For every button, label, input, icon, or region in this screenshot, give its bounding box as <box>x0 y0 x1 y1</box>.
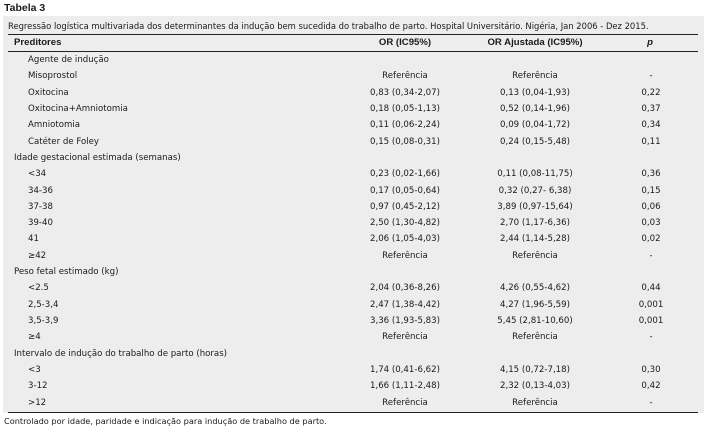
row-label: 41 <box>28 234 39 245</box>
row-or-adjusted-value: Referência <box>512 250 558 261</box>
row-label: 2,5-3,4 <box>28 299 59 310</box>
row-or-adjusted-value: 0,09 (0,04-1,72) <box>500 120 570 131</box>
row-label: 3,5-3,9 <box>28 316 59 326</box>
table-row <box>0 134 707 150</box>
row-label: <2.5 <box>28 283 49 294</box>
table-row <box>0 85 707 101</box>
row-or-adjusted-value: 4,26 (0,55-4,62) <box>500 283 570 294</box>
row-p-value: 0,001 <box>638 299 664 310</box>
header-predictors: Preditores <box>14 37 62 48</box>
row-p-value: - <box>649 332 653 343</box>
table-row <box>0 117 707 133</box>
table-row <box>0 313 707 329</box>
row-label: Misoprostol <box>28 71 78 82</box>
row-label: ≥4 <box>28 332 41 343</box>
row-p-value: 0,06 <box>641 201 661 212</box>
table-section-row <box>0 264 707 280</box>
row-label: Agente de indução <box>28 55 109 65</box>
table-row <box>0 199 707 215</box>
row-or-value: 0,23 (0,02-1,66) <box>370 169 440 180</box>
row-p-value: 0,30 <box>641 364 661 375</box>
row-p-value: 0,34 <box>641 120 661 131</box>
row-or-adjusted-value: Referência <box>512 397 558 408</box>
row-p-value: 0,22 <box>641 87 661 98</box>
row-label: >12 <box>28 397 47 408</box>
row-or-adjusted-value: 2,70 (1,17-6,36) <box>500 218 570 229</box>
row-or-value: Referência <box>382 71 428 82</box>
table-row <box>0 183 707 199</box>
row-p-value: 0,11 <box>641 136 661 147</box>
row-or-adjusted-value: 5,45 (2,81-10,60) <box>497 316 573 326</box>
row-or-adjusted-value: 3,89 (0,97-15,64) <box>497 201 573 212</box>
row-or-value: Referência <box>382 397 428 408</box>
table-section-row <box>0 150 707 166</box>
row-label: <3 <box>28 364 41 375</box>
row-label: Idade gestacional estimada (semanas) <box>14 152 181 163</box>
row-or-adjusted-value: 4,27 (1,96-5,59) <box>500 299 570 310</box>
table-row <box>0 68 707 84</box>
row-label: 39-40 <box>28 218 53 229</box>
table-footnote: Controlado por idade, paridade e indicação para indução de trabalho de parto. <box>4 416 327 426</box>
row-or-adjusted-value: 0,52 (0,14-1,96) <box>500 103 570 114</box>
row-or-value: 0,17 (0,05-0,64) <box>370 185 440 196</box>
row-or-value: 1,66 (1,11-2,48) <box>370 381 440 392</box>
row-or-value: 0,83 (0,34-2,07) <box>370 87 440 98</box>
row-label: Amniotomia <box>28 120 80 131</box>
row-or-adjusted-value: Referência <box>512 71 558 82</box>
table-label: Tabela 3 <box>4 2 46 14</box>
row-p-value: 0,36 <box>641 169 661 180</box>
table-row <box>0 215 707 231</box>
row-label: Peso fetal estimado (kg) <box>14 267 119 278</box>
row-or-adjusted-value: Referência <box>512 332 558 343</box>
row-or-value: 3,36 (1,93-5,83) <box>370 316 440 326</box>
table-section-row <box>0 346 707 362</box>
table-row <box>0 329 707 345</box>
header-or-adjusted: OR Ajustada (IC95%) <box>487 37 583 48</box>
row-label: ≥42 <box>28 250 47 261</box>
row-label: Oxitocina+Amniotomia <box>28 103 128 114</box>
row-or-value: 0,15 (0,08-0,31) <box>370 136 440 147</box>
row-or-adjusted-value: 0,13 (0,04-1,93) <box>500 87 570 98</box>
table-bottom-rule <box>8 412 698 413</box>
row-or-adjusted-value: 2,44 (1,14-5,28) <box>500 234 570 245</box>
row-or-value: Referência <box>382 250 428 261</box>
row-or-value: 2,47 (1,38-4,42) <box>370 299 440 310</box>
header-p: p <box>647 37 653 48</box>
row-or-value: 1,74 (0,41-6,62) <box>370 364 440 375</box>
row-or-value: 0,11 (0,06-2,24) <box>370 120 440 131</box>
table-row <box>0 280 707 296</box>
row-or-value: 2,50 (1,30-4,82) <box>370 218 440 229</box>
row-p-value: 0,15 <box>641 185 661 196</box>
row-label: Catéter de Foley <box>28 136 99 147</box>
table-row <box>0 395 707 411</box>
row-or-adjusted-value: 0,32 (0,27- 6,38) <box>498 185 572 196</box>
row-label: 34-36 <box>28 185 53 196</box>
row-label: <34 <box>28 169 47 180</box>
row-p-value: 0,37 <box>641 103 661 114</box>
row-label: Oxitocina <box>28 87 69 98</box>
table-row <box>0 378 707 394</box>
table-row <box>0 297 707 313</box>
header-or: OR (IC95%) <box>378 37 432 48</box>
row-p-value: - <box>649 397 653 408</box>
table-row <box>0 231 707 247</box>
table-row <box>0 52 707 68</box>
table-row <box>0 101 707 117</box>
row-p-value: 0,03 <box>641 218 661 229</box>
row-or-adjusted-value: 0,24 (0,15-5,48) <box>500 136 570 147</box>
row-label: 37-38 <box>28 201 53 212</box>
row-p-value: 0,44 <box>641 283 661 294</box>
row-or-value: 0,97 (0,45-2,12) <box>370 201 440 212</box>
row-or-value: 2,04 (0,36-8,26) <box>370 283 440 294</box>
row-p-value: - <box>649 71 653 82</box>
row-or-value: 0,18 (0,05-1,13) <box>370 103 440 114</box>
table-row <box>0 248 707 264</box>
table-body <box>0 52 707 411</box>
table-row <box>0 166 707 182</box>
row-or-value: Referência <box>382 332 428 343</box>
row-or-adjusted-value: 4,15 (0,72-7,18) <box>500 364 570 375</box>
table-caption: Regressão logística multivariada dos determinantes da indução bem sucedida do trabalho de parto. Hospital Universitário. Nigéria, Jan 2006 - Dez 2015. <box>8 21 649 31</box>
table-row <box>0 362 707 378</box>
row-p-value: 0,001 <box>638 316 664 326</box>
row-or-adjusted-value: 2,32 (0,13-4,03) <box>500 381 570 392</box>
row-p-value: 0,42 <box>641 381 661 392</box>
row-or-value: 2,06 (1,05-4,03) <box>370 234 440 245</box>
row-p-value: - <box>649 250 653 261</box>
table-top-rule <box>8 34 698 35</box>
row-label: 3-12 <box>28 381 48 392</box>
row-label: Intervalo de indução do trabalho de parto (horas) <box>14 348 228 359</box>
row-or-adjusted-value: 0,11 (0,08-11,75) <box>497 169 573 180</box>
row-p-value: 0,02 <box>641 234 661 245</box>
